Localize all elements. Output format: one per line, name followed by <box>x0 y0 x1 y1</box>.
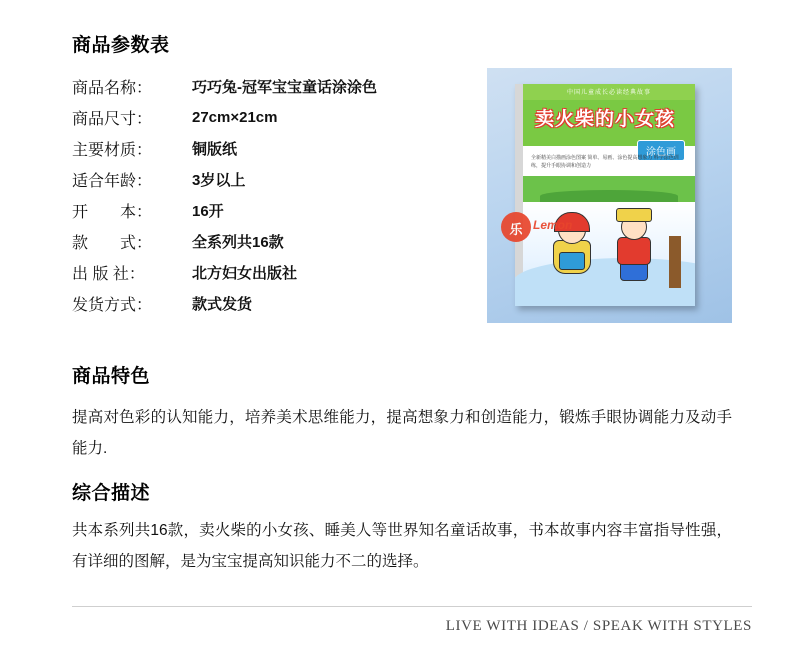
snow-hill-shape <box>515 258 695 306</box>
book-cover <box>515 84 695 306</box>
table-row <box>72 257 452 288</box>
feature-section <box>72 361 732 464</box>
boy-character-icon <box>611 210 657 282</box>
table-row <box>72 71 452 102</box>
spec-label: 商品名称： <box>72 80 153 97</box>
table-row <box>72 195 452 226</box>
spec-label: 开 本： <box>72 204 153 221</box>
watermark-logo <box>501 210 573 244</box>
spec-label: 商品尺寸： <box>72 111 153 128</box>
cover-green-strip <box>523 176 695 202</box>
spec-label: 出 版 社： <box>72 266 145 283</box>
table-row <box>72 288 452 319</box>
spec-value: 16开 <box>192 203 224 220</box>
feature-text: 提高对色彩的认知能力，培养美术思维能力，提高想象力和创造能力，锻炼手眼协调能力及动手能力. <box>72 409 732 457</box>
spec-label: 适合年龄： <box>72 173 153 190</box>
cover-top-banner-text: 中国儿童成长必读经典故事 <box>566 90 651 96</box>
cover-title: 卖火柴的小女孩 <box>534 109 675 130</box>
table-row <box>72 102 452 133</box>
table-row <box>72 133 452 164</box>
watermark-mark: 乐 <box>509 222 523 237</box>
page-footer <box>0 606 800 660</box>
spec-label: 发货方式： <box>72 297 153 314</box>
product-photo <box>487 68 732 323</box>
table-row <box>72 164 452 195</box>
spec-label: 款 式： <box>72 235 153 252</box>
content-area <box>72 30 732 577</box>
spec-table <box>72 71 452 319</box>
cover-subline: 全新精美白描画涂色图案 简单、易画、涂色提高想象力 科学涂色训练，提升手眼协调和创造力 <box>531 155 679 169</box>
footer-tagline: LIVE WITH IDEAS / SPEAK WITH STYLES <box>445 618 752 634</box>
spec-value: 27cm×21cm <box>192 109 278 126</box>
spec-value: 款式发货 <box>192 296 253 313</box>
tree-icon <box>669 236 681 288</box>
table-row <box>72 226 452 257</box>
spec-value: 北方妇女出版社 <box>192 265 298 282</box>
feature-section-title: 商品特色 <box>72 366 151 387</box>
footer-divider <box>72 606 752 607</box>
description-section <box>72 478 732 577</box>
spec-value: 全系列共16款 <box>192 234 284 251</box>
spec-section-title: 商品参数表 <box>72 35 170 56</box>
watermark-badge-icon <box>501 212 531 242</box>
watermark-text: Lemon <box>533 218 573 232</box>
spec-value: 铜版纸 <box>192 141 238 158</box>
description-text: 共本系列共16款，卖火柴的小女孩、睡美人等世界知名童话故事，书本故事内容丰富指导性强，有详细的图解，是为宝宝提高知识能力不二的选择。 <box>72 522 732 570</box>
spec-value: 巧巧兔-冠军宝宝童话涂涂色 <box>192 79 377 96</box>
cover-badge: 涂色画 <box>637 140 685 161</box>
spec-value: 3岁以上 <box>192 172 246 189</box>
spec-label: 主要材质： <box>72 142 153 159</box>
description-section-title: 综合描述 <box>72 483 151 504</box>
cover-top-banner <box>523 84 695 100</box>
